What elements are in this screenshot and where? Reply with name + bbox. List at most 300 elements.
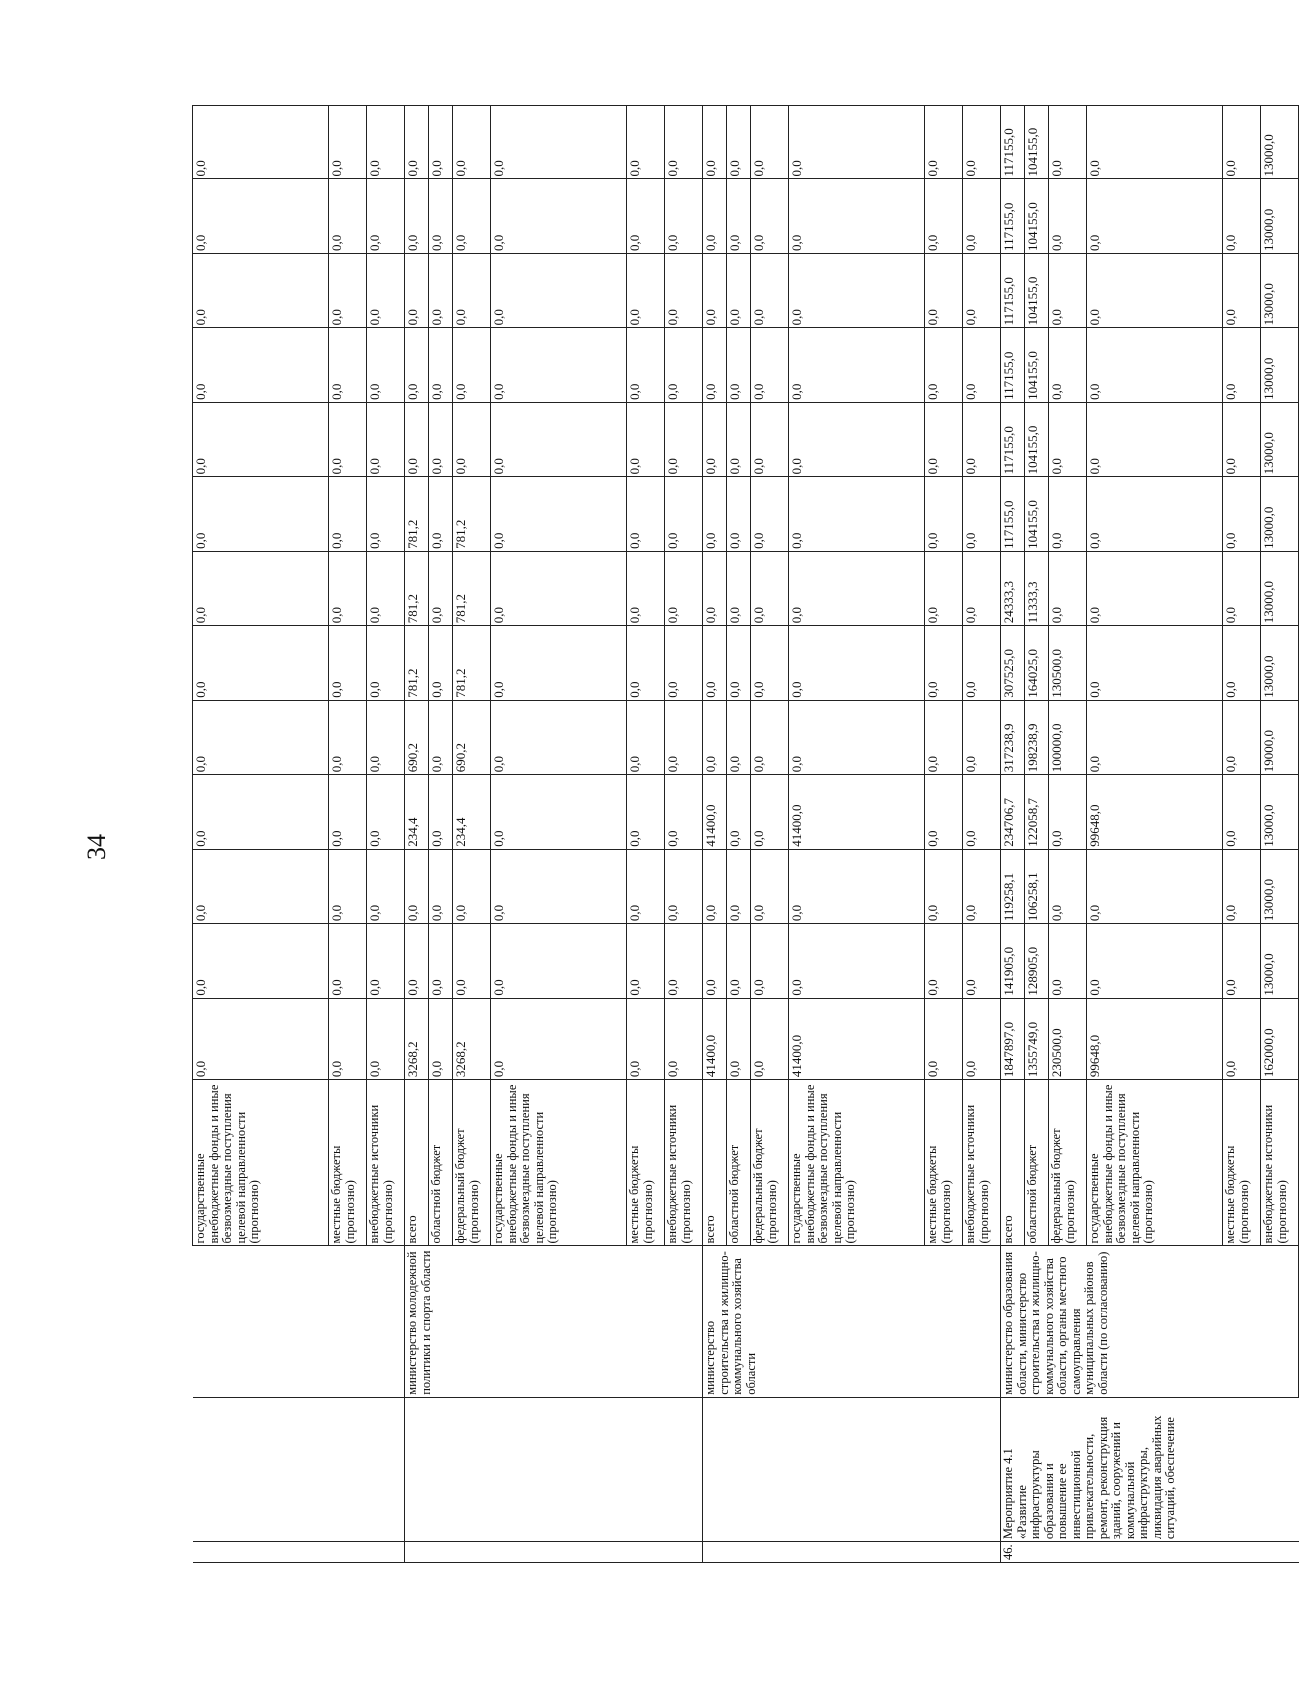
- value-cell: 0,0: [789, 849, 925, 923]
- value-cell: 0,0: [193, 106, 329, 179]
- table-row: [703, 106, 727, 1563]
- value-cell: 0,0: [703, 700, 727, 774]
- value-cell: 117155,0: [1001, 477, 1025, 551]
- value-cell: 1355749,0: [1025, 998, 1049, 1079]
- value-cell: 690,2: [405, 700, 429, 774]
- rotated-table-container: [192, 105, 1289, 1563]
- value-cell: 0,0: [963, 477, 1001, 551]
- value-cell: 0,0: [1087, 551, 1223, 625]
- value-cell: 0,0: [491, 179, 627, 253]
- value-cell: 0,0: [429, 775, 453, 849]
- value-cell: 99648,0: [1087, 998, 1223, 1079]
- value-cell: 0,0: [453, 924, 491, 998]
- event-cell: Мероприятие 4.1 «Развитие инфраструктуры образования и повышение ее инвестиционной привлекательности, ремонт, реконструкция зданий, сооружений и коммунальной инфраструктуры, ликвидация аварийных ситуаций, обеспечение: [1001, 1397, 1299, 1541]
- value-cell: 0,0: [193, 328, 329, 402]
- value-cell: 0,0: [329, 849, 367, 923]
- value-cell: 0,0: [329, 924, 367, 998]
- value-cell: 13000,0: [1261, 402, 1299, 476]
- value-cell: 0,0: [751, 253, 789, 327]
- funding-source-cell: внебюджетные источники (прогнозно): [963, 1080, 1001, 1246]
- value-cell: 0,0: [1223, 924, 1261, 998]
- value-cell: 0,0: [703, 179, 727, 253]
- value-cell: 0,0: [665, 179, 703, 253]
- value-cell: 0,0: [627, 700, 665, 774]
- value-cell: 162000,0: [1261, 998, 1299, 1079]
- value-cell: 0,0: [789, 253, 925, 327]
- event-cell: [193, 1397, 405, 1541]
- value-cell: 13000,0: [1261, 551, 1299, 625]
- budget-table-body: [193, 106, 1299, 1563]
- funding-source-cell: местные бюджеты (прогнозно): [1223, 1080, 1261, 1246]
- value-cell: 0,0: [453, 106, 491, 179]
- executor-cell: министерство образования области, министерство строительства и жилищно-коммунального хозяйства области, органы местного самоуправления муниципальных районов области (по согласованию): [1001, 1246, 1299, 1397]
- value-cell: 0,0: [367, 477, 405, 551]
- value-cell: 0,0: [491, 551, 627, 625]
- value-cell: 0,0: [925, 551, 963, 625]
- value-cell: 0,0: [329, 626, 367, 700]
- funding-source-cell: областной бюджет: [727, 1080, 751, 1246]
- value-cell: 13000,0: [1261, 106, 1299, 179]
- value-cell: 0,0: [367, 106, 405, 179]
- value-cell: 0,0: [627, 626, 665, 700]
- value-cell: 3268,2: [405, 998, 429, 1079]
- value-cell: 0,0: [367, 179, 405, 253]
- value-cell: 0,0: [1223, 328, 1261, 402]
- value-cell: 781,2: [453, 551, 491, 625]
- value-cell: 0,0: [429, 700, 453, 774]
- value-cell: 0,0: [1223, 106, 1261, 179]
- value-cell: 0,0: [627, 402, 665, 476]
- value-cell: 19000,0: [1261, 700, 1299, 774]
- value-cell: 0,0: [1087, 924, 1223, 998]
- value-cell: 0,0: [627, 849, 665, 923]
- value-cell: 0,0: [429, 849, 453, 923]
- value-cell: 0,0: [491, 328, 627, 402]
- value-cell: 0,0: [429, 328, 453, 402]
- value-cell: 0,0: [703, 551, 727, 625]
- value-cell: 164025,0: [1025, 626, 1049, 700]
- row-number-cell: [193, 1542, 405, 1563]
- value-cell: 0,0: [1087, 700, 1223, 774]
- value-cell: 0,0: [1223, 402, 1261, 476]
- value-cell: 0,0: [789, 626, 925, 700]
- value-cell: 0,0: [193, 775, 329, 849]
- value-cell: 0,0: [627, 924, 665, 998]
- funding-source-cell: областной бюджет: [1025, 1080, 1049, 1246]
- value-cell: 128905,0: [1025, 924, 1049, 998]
- value-cell: 234,4: [405, 775, 429, 849]
- value-cell: 0,0: [429, 179, 453, 253]
- funding-source-cell: государственные внебюджетные фонды и иные безвозмездные поступления целевой направленности (прогнозно): [789, 1080, 925, 1246]
- value-cell: 0,0: [329, 402, 367, 476]
- value-cell: 0,0: [665, 253, 703, 327]
- value-cell: 0,0: [193, 700, 329, 774]
- value-cell: 0,0: [405, 106, 429, 179]
- value-cell: 0,0: [751, 775, 789, 849]
- value-cell: 0,0: [789, 700, 925, 774]
- funding-source-cell: всего: [703, 1080, 727, 1246]
- value-cell: 0,0: [665, 998, 703, 1079]
- value-cell: 0,0: [703, 849, 727, 923]
- budget-table: [192, 105, 1299, 1563]
- value-cell: 781,2: [453, 477, 491, 551]
- value-cell: 0,0: [727, 402, 751, 476]
- value-cell: 0,0: [405, 849, 429, 923]
- funding-source-cell: федеральный бюджет (прогнозно): [751, 1080, 789, 1246]
- value-cell: 0,0: [925, 253, 963, 327]
- value-cell: 0,0: [1223, 551, 1261, 625]
- value-cell: 0,0: [367, 626, 405, 700]
- value-cell: 0,0: [429, 998, 453, 1079]
- value-cell: 0,0: [329, 328, 367, 402]
- value-cell: 781,2: [405, 626, 429, 700]
- value-cell: 0,0: [329, 253, 367, 327]
- value-cell: 0,0: [1049, 179, 1087, 253]
- value-cell: 0,0: [329, 106, 367, 179]
- value-cell: 0,0: [193, 253, 329, 327]
- value-cell: 117155,0: [1001, 253, 1025, 327]
- value-cell: 41400,0: [789, 775, 925, 849]
- value-cell: 0,0: [963, 775, 1001, 849]
- funding-source-cell: местные бюджеты (прогнозно): [627, 1080, 665, 1246]
- funding-source-cell: государственные внебюджетные фонды и иные безвозмездные поступления целевой направленности (прогнозно): [1087, 1080, 1223, 1246]
- value-cell: 0,0: [627, 775, 665, 849]
- value-cell: 3268,2: [453, 998, 491, 1079]
- value-cell: 0,0: [367, 402, 405, 476]
- value-cell: 0,0: [491, 998, 627, 1079]
- executor-cell: [193, 1246, 405, 1397]
- value-cell: 117155,0: [1001, 106, 1025, 179]
- value-cell: 0,0: [405, 253, 429, 327]
- value-cell: 0,0: [963, 924, 1001, 998]
- value-cell: 0,0: [703, 253, 727, 327]
- value-cell: 0,0: [367, 849, 405, 923]
- value-cell: 0,0: [789, 179, 925, 253]
- value-cell: 104155,0: [1025, 179, 1049, 253]
- value-cell: 0,0: [751, 924, 789, 998]
- value-cell: 0,0: [751, 106, 789, 179]
- value-cell: 0,0: [751, 179, 789, 253]
- value-cell: 0,0: [1049, 106, 1087, 179]
- value-cell: 0,0: [453, 253, 491, 327]
- value-cell: 0,0: [925, 179, 963, 253]
- value-cell: 0,0: [627, 998, 665, 1079]
- value-cell: 0,0: [751, 551, 789, 625]
- value-cell: 1847897,0: [1001, 998, 1025, 1079]
- value-cell: 0,0: [1049, 402, 1087, 476]
- table-row: [193, 106, 329, 1563]
- value-cell: 0,0: [367, 998, 405, 1079]
- value-cell: 0,0: [727, 700, 751, 774]
- value-cell: 0,0: [367, 328, 405, 402]
- value-cell: 41400,0: [789, 998, 925, 1079]
- value-cell: 117155,0: [1001, 179, 1025, 253]
- value-cell: 0,0: [925, 775, 963, 849]
- value-cell: 106258,1: [1025, 849, 1049, 923]
- value-cell: 0,0: [329, 998, 367, 1079]
- value-cell: 0,0: [925, 106, 963, 179]
- value-cell: 104155,0: [1025, 253, 1049, 327]
- value-cell: 0,0: [727, 849, 751, 923]
- value-cell: 0,0: [1049, 551, 1087, 625]
- value-cell: 0,0: [1087, 253, 1223, 327]
- value-cell: 117155,0: [1001, 328, 1025, 402]
- value-cell: 0,0: [329, 179, 367, 253]
- value-cell: 0,0: [429, 924, 453, 998]
- value-cell: 0,0: [193, 849, 329, 923]
- value-cell: 0,0: [1087, 328, 1223, 402]
- value-cell: 0,0: [429, 626, 453, 700]
- value-cell: 0,0: [665, 775, 703, 849]
- value-cell: 0,0: [751, 849, 789, 923]
- value-cell: 0,0: [1087, 106, 1223, 179]
- value-cell: 0,0: [1049, 328, 1087, 402]
- value-cell: 0,0: [925, 626, 963, 700]
- funding-source-cell: всего: [405, 1080, 429, 1246]
- value-cell: 0,0: [1049, 775, 1087, 849]
- value-cell: 0,0: [727, 924, 751, 998]
- value-cell: 0,0: [963, 700, 1001, 774]
- page-number: 34: [82, 834, 111, 860]
- value-cell: 0,0: [453, 328, 491, 402]
- value-cell: 0,0: [1049, 849, 1087, 923]
- value-cell: 0,0: [665, 700, 703, 774]
- table-row: [1001, 106, 1025, 1563]
- value-cell: 0,0: [329, 775, 367, 849]
- value-cell: 0,0: [727, 253, 751, 327]
- value-cell: 0,0: [627, 253, 665, 327]
- value-cell: 0,0: [491, 402, 627, 476]
- value-cell: 130500,0: [1049, 626, 1087, 700]
- value-cell: 0,0: [963, 402, 1001, 476]
- value-cell: 0,0: [627, 106, 665, 179]
- value-cell: 0,0: [193, 402, 329, 476]
- funding-source-cell: местные бюджеты (прогнозно): [329, 1080, 367, 1246]
- value-cell: 0,0: [1087, 849, 1223, 923]
- value-cell: 0,0: [925, 924, 963, 998]
- value-cell: 0,0: [1087, 179, 1223, 253]
- value-cell: 0,0: [627, 328, 665, 402]
- value-cell: 0,0: [193, 626, 329, 700]
- value-cell: 0,0: [665, 626, 703, 700]
- value-cell: 234,4: [453, 775, 491, 849]
- value-cell: 104155,0: [1025, 402, 1049, 476]
- value-cell: 13000,0: [1261, 775, 1299, 849]
- value-cell: 0,0: [429, 253, 453, 327]
- value-cell: 0,0: [1223, 700, 1261, 774]
- value-cell: 0,0: [627, 179, 665, 253]
- value-cell: 104155,0: [1025, 106, 1049, 179]
- row-number-cell: [703, 1542, 1001, 1563]
- value-cell: 0,0: [703, 328, 727, 402]
- value-cell: 0,0: [963, 179, 1001, 253]
- value-cell: 0,0: [751, 998, 789, 1079]
- value-cell: 0,0: [329, 700, 367, 774]
- value-cell: 0,0: [925, 402, 963, 476]
- row-number-cell: [405, 1542, 703, 1563]
- executor-cell: министерство строительства и жилищно-коммунального хозяйства области: [703, 1246, 1001, 1397]
- value-cell: 0,0: [963, 626, 1001, 700]
- value-cell: 13000,0: [1261, 477, 1299, 551]
- value-cell: 0,0: [367, 924, 405, 998]
- value-cell: 0,0: [1223, 998, 1261, 1079]
- value-cell: 0,0: [627, 477, 665, 551]
- value-cell: 0,0: [703, 106, 727, 179]
- value-cell: 0,0: [491, 477, 627, 551]
- funding-source-cell: внебюджетные источники (прогнозно): [665, 1080, 703, 1246]
- value-cell: 0,0: [963, 551, 1001, 625]
- value-cell: 0,0: [665, 849, 703, 923]
- value-cell: 781,2: [405, 551, 429, 625]
- value-cell: 0,0: [367, 775, 405, 849]
- funding-source-cell: государственные внебюджетные фонды и иные безвозмездные поступления целевой направленности (прогнозно): [193, 1080, 329, 1246]
- value-cell: 0,0: [1087, 402, 1223, 476]
- value-cell: 781,2: [453, 626, 491, 700]
- value-cell: 0,0: [925, 328, 963, 402]
- value-cell: 0,0: [429, 106, 453, 179]
- value-cell: 0,0: [1223, 253, 1261, 327]
- value-cell: 0,0: [665, 551, 703, 625]
- value-cell: 0,0: [925, 477, 963, 551]
- value-cell: 198238,9: [1025, 700, 1049, 774]
- value-cell: 41400,0: [703, 775, 727, 849]
- value-cell: 0,0: [789, 924, 925, 998]
- value-cell: 0,0: [789, 106, 925, 179]
- row-number-cell: 46.: [1001, 1542, 1299, 1563]
- value-cell: 0,0: [703, 402, 727, 476]
- value-cell: 0,0: [429, 551, 453, 625]
- value-cell: 0,0: [727, 775, 751, 849]
- value-cell: 0,0: [491, 106, 627, 179]
- value-cell: 0,0: [491, 849, 627, 923]
- value-cell: 0,0: [1223, 626, 1261, 700]
- value-cell: 122058,7: [1025, 775, 1049, 849]
- value-cell: 0,0: [491, 924, 627, 998]
- value-cell: 0,0: [665, 402, 703, 476]
- value-cell: 104155,0: [1025, 477, 1049, 551]
- value-cell: 119258,1: [1001, 849, 1025, 923]
- value-cell: 0,0: [491, 253, 627, 327]
- value-cell: 0,0: [703, 477, 727, 551]
- funding-source-cell: государственные внебюджетные фонды и иные безвозмездные поступления целевой направленности (прогнозно): [491, 1080, 627, 1246]
- funding-source-cell: областной бюджет: [429, 1080, 453, 1246]
- value-cell: 117155,0: [1001, 402, 1025, 476]
- value-cell: 0,0: [1223, 775, 1261, 849]
- value-cell: 0,0: [751, 626, 789, 700]
- value-cell: 0,0: [665, 924, 703, 998]
- value-cell: 11333,3: [1025, 551, 1049, 625]
- value-cell: 0,0: [1049, 477, 1087, 551]
- value-cell: 0,0: [193, 998, 329, 1079]
- executor-cell: министерство молодежной политики и спорта области: [405, 1246, 703, 1397]
- value-cell: 0,0: [367, 551, 405, 625]
- value-cell: 0,0: [751, 328, 789, 402]
- event-cell: [703, 1397, 1001, 1541]
- value-cell: 13000,0: [1261, 924, 1299, 998]
- value-cell: 41400,0: [703, 998, 727, 1079]
- value-cell: 13000,0: [1261, 328, 1299, 402]
- value-cell: 13000,0: [1261, 179, 1299, 253]
- funding-source-cell: местные бюджеты (прогнозно): [925, 1080, 963, 1246]
- value-cell: 13000,0: [1261, 626, 1299, 700]
- value-cell: 0,0: [193, 477, 329, 551]
- value-cell: 0,0: [1049, 924, 1087, 998]
- value-cell: 0,0: [727, 328, 751, 402]
- value-cell: 317238,9: [1001, 700, 1025, 774]
- value-cell: 0,0: [727, 626, 751, 700]
- value-cell: 104155,0: [1025, 328, 1049, 402]
- value-cell: 13000,0: [1261, 849, 1299, 923]
- value-cell: 0,0: [1087, 626, 1223, 700]
- value-cell: 690,2: [453, 700, 491, 774]
- value-cell: 0,0: [491, 626, 627, 700]
- value-cell: 0,0: [1223, 477, 1261, 551]
- value-cell: 0,0: [329, 551, 367, 625]
- value-cell: 234706,7: [1001, 775, 1025, 849]
- value-cell: 0,0: [429, 402, 453, 476]
- value-cell: 0,0: [193, 179, 329, 253]
- value-cell: 24333,3: [1001, 551, 1025, 625]
- value-cell: 0,0: [727, 106, 751, 179]
- value-cell: 0,0: [491, 775, 627, 849]
- value-cell: 0,0: [703, 626, 727, 700]
- value-cell: 0,0: [963, 998, 1001, 1079]
- value-cell: 0,0: [453, 179, 491, 253]
- funding-source-cell: федеральный бюджет (прогнозно): [1049, 1080, 1087, 1246]
- value-cell: 0,0: [789, 551, 925, 625]
- value-cell: 100000,0: [1049, 700, 1087, 774]
- value-cell: 0,0: [925, 998, 963, 1079]
- value-cell: 0,0: [1223, 179, 1261, 253]
- value-cell: 0,0: [193, 924, 329, 998]
- value-cell: 141905,0: [1001, 924, 1025, 998]
- value-cell: 0,0: [367, 253, 405, 327]
- funding-source-cell: федеральный бюджет (прогнозно): [453, 1080, 491, 1246]
- value-cell: 0,0: [453, 402, 491, 476]
- value-cell: 0,0: [751, 477, 789, 551]
- value-cell: 0,0: [703, 924, 727, 998]
- event-cell: [405, 1397, 703, 1541]
- value-cell: 0,0: [963, 328, 1001, 402]
- value-cell: 0,0: [963, 106, 1001, 179]
- funding-source-cell: внебюджетные источники (прогнозно): [1261, 1080, 1299, 1246]
- value-cell: 0,0: [751, 402, 789, 476]
- value-cell: 0,0: [193, 551, 329, 625]
- value-cell: 0,0: [405, 179, 429, 253]
- value-cell: 0,0: [1049, 253, 1087, 327]
- value-cell: 0,0: [453, 849, 491, 923]
- value-cell: 0,0: [665, 106, 703, 179]
- value-cell: 307525,0: [1001, 626, 1025, 700]
- value-cell: 0,0: [429, 477, 453, 551]
- value-cell: 0,0: [367, 700, 405, 774]
- value-cell: 0,0: [963, 849, 1001, 923]
- value-cell: 0,0: [665, 477, 703, 551]
- value-cell: 0,0: [789, 402, 925, 476]
- value-cell: 0,0: [751, 700, 789, 774]
- value-cell: 0,0: [491, 700, 627, 774]
- value-cell: 230500,0: [1049, 998, 1087, 1079]
- value-cell: 0,0: [1087, 477, 1223, 551]
- value-cell: 0,0: [925, 700, 963, 774]
- value-cell: 0,0: [727, 998, 751, 1079]
- value-cell: 99648,0: [1087, 775, 1223, 849]
- value-cell: 0,0: [329, 477, 367, 551]
- value-cell: 781,2: [405, 477, 429, 551]
- value-cell: 0,0: [627, 551, 665, 625]
- value-cell: 0,0: [727, 477, 751, 551]
- value-cell: 0,0: [405, 924, 429, 998]
